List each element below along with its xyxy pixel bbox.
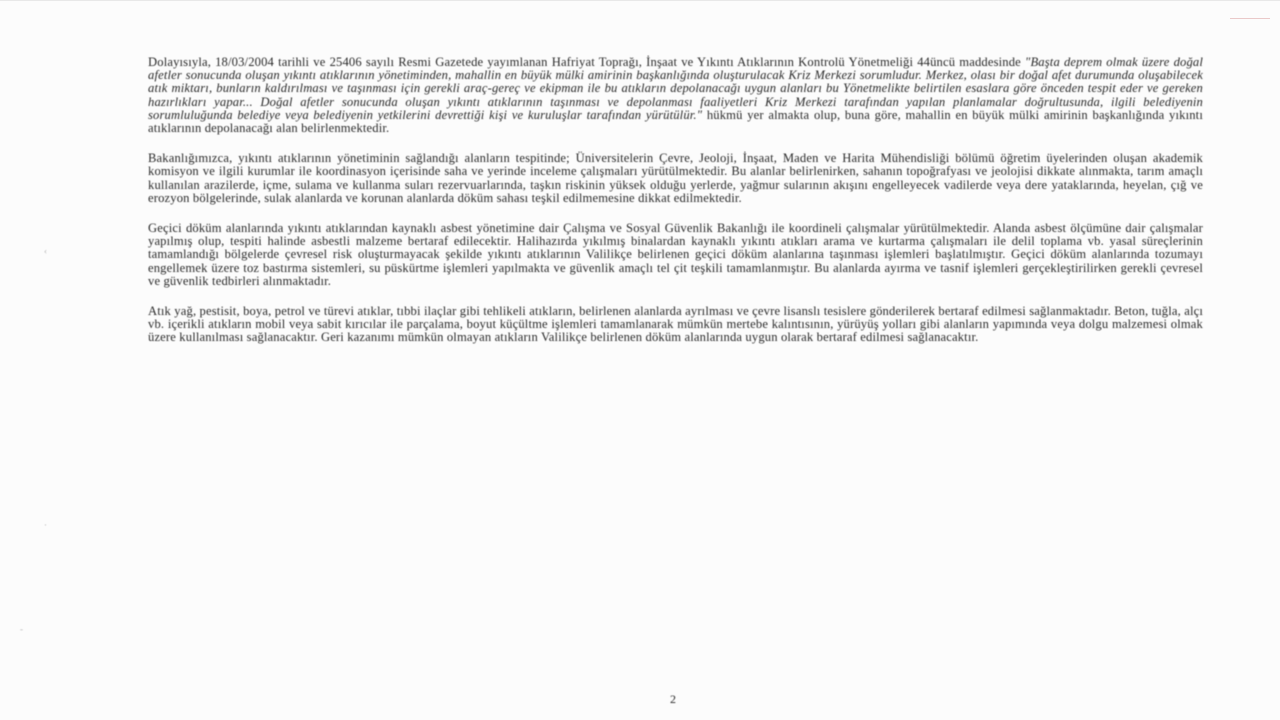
paragraph-text: Bakanlığımızca, yıkıntı atıklarının yönetiminin sağlandığı alanların tespitinde; Üniversitelerin Çevre, Jeoloji, İnşaat, Maden ve Harita Mühendisliği bölümü öğretim üyelerinden oluşan akademik komisyon ve ilgili kurumlar ile koordinasyon içerisinde saha ve yerinde inceleme çalışmaları yürütülmektedir. Bu alanlar belirlenirken, sahanın topoğrafyası ve jeolojisi dikkate alınmakta, tarım amaçlı kullanılan arazilerde, içme, sulama ve kullanma suları rezervuarlarında, taşkın riskinin yüksek olduğu yerlerde, yağmur sularının akışını engelleyecek vadilerde veya dere yataklarında, heyelan, çığ ve erozyon bölgelerinde, sulak alanlarda ve korunan alanlarda döküm sahası teşkil edilmemesine dikkat edilmektedir. [148, 151, 1203, 205]
scan-edge [0, 0, 1280, 1]
margin-mark: - [20, 624, 23, 634]
paragraph-text: Atık yağ, pestisit, boya, petrol ve türevi atıklar, tıbbi ilaçlar gibi tehlikeli atıkların, belirlenen alanlarda ayrılması ve çevre lisanslı tesislere gönderilerek bertaraf edilmesi sağlanmaktadır. Beton, tuğla, alçı vb. içerikli atıkların mobil veya sabit kırıcılar ile parçalama, boyut küçültme işlemleri tamamlanarak mümkün mertebe kalıntısının, yürüyüş yolları gibi alanların yapımında veya dolgu malzemesi olmak üzere kullanılması sağlanacaktır. Geri kazanımı mümkün olmayan atıkların Valilikçe belirlenen döküm alanlarında uygun olarak bertaraf edilmesi sağlanacaktır. [148, 304, 1203, 345]
document-body [148, 56, 1203, 362]
paragraph [148, 222, 1203, 288]
paragraph-text: Geçici döküm alanlarında yıkıntı atıklarından kaynaklı asbest yönetimine dair Çalışma ve Sosyal Güvenlik Bakanlığı ile koordineli çalışmalar yürütülmektedir. Alanda asbest ölçümüne dair çalışmalar yapılmış olup, tespiti halinde asbestli malzeme bertaraf edilecektir. Halihazırda yıkılmış binalardan kaynaklı yıkıntı atıkları arama ve kurtarma çalışmaları ile delil toplama vb. yasal süreçlerinin tamamlandığı bölgelerde çevresel risk oluşturmayacak şekilde yıkıntı atıklarının Valilikçe belirlenen geçici döküm alanlarına taşınması işlemleri başlatılmıştır. Geçici döküm alanlarında tozumayı engellemek üzere toz bastırma sistemleri, su püskürtme işlemleri yapılmakta ve güvenlik amaçlı tel çit teşkili tamamlanmıştır. Bu alanlarda ayırma ve tasnif işlemleri gerçekleştirilirken gerekli çevresel ve güvenlik tedbirleri alınmaktadır. [148, 221, 1203, 288]
page-number: 2 [670, 692, 676, 706]
paragraph [148, 152, 1203, 205]
paragraph [148, 56, 1203, 135]
margin-mark: ‹ [44, 246, 47, 256]
paragraph-text: hükmü yer almakta olup, buna göre, mahallin en büyük mülki amirinin başkanlığında yıkıntı atıklarının depolanacağı alan belirlenmektedir. [148, 107, 1203, 136]
paragraph-text: Dolayısıyla, 18/03/2004 tarihli ve 25406 sayılı Resmi Gazetede yayımlanan Hafriyat Toprağı, İnşaat ve Yıkıntı Atıklarının Kontrolü Yönetmeliği 44üncü maddesinde [148, 55, 1026, 69]
quoted-regulation: "Başta deprem olmak üzere doğal afetler sonucunda oluşan yıkıntı atıklarının yönetiminden, mahallin en büyük mülki amirinin başkanlığında oluşturulacak Kriz Merkezi sorumludur. Merkez, olası bir doğal afet durumunda oluşabilecek atık miktarı, bunların kaldırılması ve taşınması için gerekli araç-gereç ve ekipman ile bu atıkların depolanacağı uygun alanları bu Yönetmelikte belirtilen esaslara göre önceden tespit eder ve gereken hazırlıkları yapar... Doğal afetler sonucunda oluşan yıkıntı atıklarının taşınması ve depolanması faaliyetleri Kriz Merkezi tarafından yapılan planlamalar doğrultusunda, ilgili belediyenin sorumluluğunda belediye veya belediyenin yetkilerini devrettiği kişi ve kuruluşlar tarafından yürütülür." [148, 55, 1204, 122]
corner-stamp [1230, 18, 1270, 25]
margin-mark: · [44, 520, 47, 530]
paragraph [148, 305, 1203, 345]
